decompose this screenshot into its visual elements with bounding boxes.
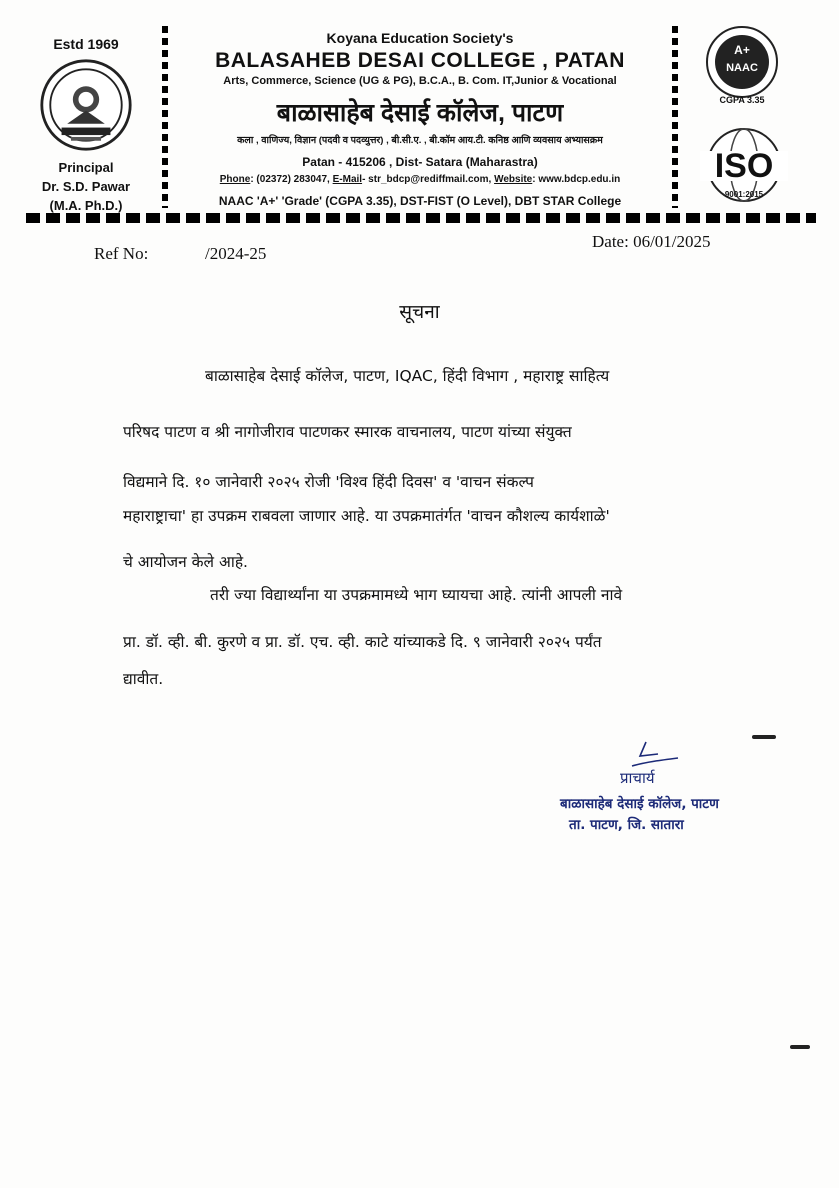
courses-marathi: कला , वाणिज्य, विज्ञान (पदवी व पदव्युत्तर) , बी.सी.ए. , बी.कॉम आय.टी. कनिष्ठ आणि व्यवसाय अभ्यासक्रम — [237, 135, 603, 146]
letterhead-left — [22, 22, 150, 212]
naac-grade: A+ — [734, 43, 750, 57]
courses-english: Arts, Commerce, Science (UG & PG), B.C.A., B. Com. IT,Junior & Vocational — [223, 75, 617, 87]
notice-line-6: तरी ज्या विद्यार्थ्यांना या उपक्रमामध्ये भाग घ्यायचा आहे. त्यांनी आपली नावे — [210, 586, 623, 604]
left-dashed-divider — [162, 26, 168, 208]
naac-badge-text: NAAC — [726, 62, 758, 74]
signatory-title: प्राचार्य — [620, 769, 655, 787]
notice-line-3: विद्यमाने दि. १० जानेवारी २०२५ रोजी 'विश्व हिंदी दिवस' व 'वाचन संकल्प — [123, 473, 534, 491]
college-name-marathi: बाळासाहेब देसाई कॉलेज, पाटण — [276, 99, 564, 127]
principal-name: Dr. S.D. Pawar — [41, 179, 131, 194]
website-value: : www.bdcp.edu.in — [532, 174, 621, 185]
college-seal-logo — [39, 58, 133, 152]
notice-line-1: बाळासाहेब देसाई कॉलेज, पाटण, IQAC, हिंदी विभाग , महाराष्ट्र साहित्य — [205, 367, 610, 385]
iso-text: ISO — [714, 147, 774, 185]
principal-qualification: (M.A. Ph.D.) — [49, 198, 123, 213]
ref-label: Ref No: — [94, 244, 149, 263]
notice-line-8: द्यावीत. — [123, 670, 164, 688]
phone-value: : (02372) 283047, — [250, 174, 330, 185]
accreditation-line: NAAC 'A+' 'Grade' (CGPA 3.35), DST-FIST (O Level), DBT STAR College — [218, 194, 622, 208]
college-address: Patan - 415206 , Dist- Satara (Maharastra) — [302, 155, 538, 169]
society-name: Koyana Education Society's — [326, 30, 514, 46]
email-value: - str_bdcp@rediffmail.com, — [362, 174, 492, 185]
notice-line-2: परिषद पाटण व श्री नागोजीराव पाटणकर स्मारक वाचनालय, पाटण यांच्या संयुक्त — [123, 423, 572, 441]
naac-badge-logo — [690, 24, 794, 106]
letterhead-right — [690, 24, 810, 218]
website-label: Website — [494, 174, 533, 185]
ref-number: /2024-25 — [205, 244, 267, 263]
notice-line-7: प्रा. डॉ. व्ही. बी. कुरणे व प्रा. डॉ. एच. व्ही. काटे यांच्याकडे दि. ९ जानेवारी २०२५ पर्यंत — [123, 633, 602, 651]
letterhead-dashed-rule — [26, 213, 816, 223]
scan-speck — [752, 735, 776, 739]
notice-date: Date: 06/01/2025 — [592, 232, 711, 251]
iso-sub: 9001:2015 — [724, 190, 764, 199]
email-label: E-Mail — [332, 174, 363, 185]
signatory-place: ता. पाटण, जि. सातारा — [569, 817, 684, 833]
established-year: Estd 1969 — [53, 36, 119, 52]
iso-badge-logo — [690, 125, 798, 213]
letterhead-center — [176, 26, 664, 208]
notice-line-4: महाराष्ट्राचा' हा उपक्रम राबवला जाणार आहे. या उपक्रमातंर्गत 'वाचन कौशल्य कार्यशाळे' — [123, 507, 610, 525]
notice-heading: सूचना — [399, 301, 440, 323]
signatory-college: बाळासाहेब देसाई कॉलेज, पाटण — [560, 796, 719, 812]
naac-cgpa: CGPA 3.35 — [719, 95, 765, 105]
right-dashed-divider — [672, 26, 678, 208]
notice-line-5: चे आयोजन केले आहे. — [123, 553, 248, 571]
phone-label: Phone — [219, 174, 251, 185]
scan-speck — [790, 1045, 810, 1049]
college-name-english: BALASAHEB DESAI COLLEGE , PATAN — [215, 49, 625, 72]
principal-title: Principal — [58, 160, 114, 175]
contact-line — [176, 174, 664, 185]
